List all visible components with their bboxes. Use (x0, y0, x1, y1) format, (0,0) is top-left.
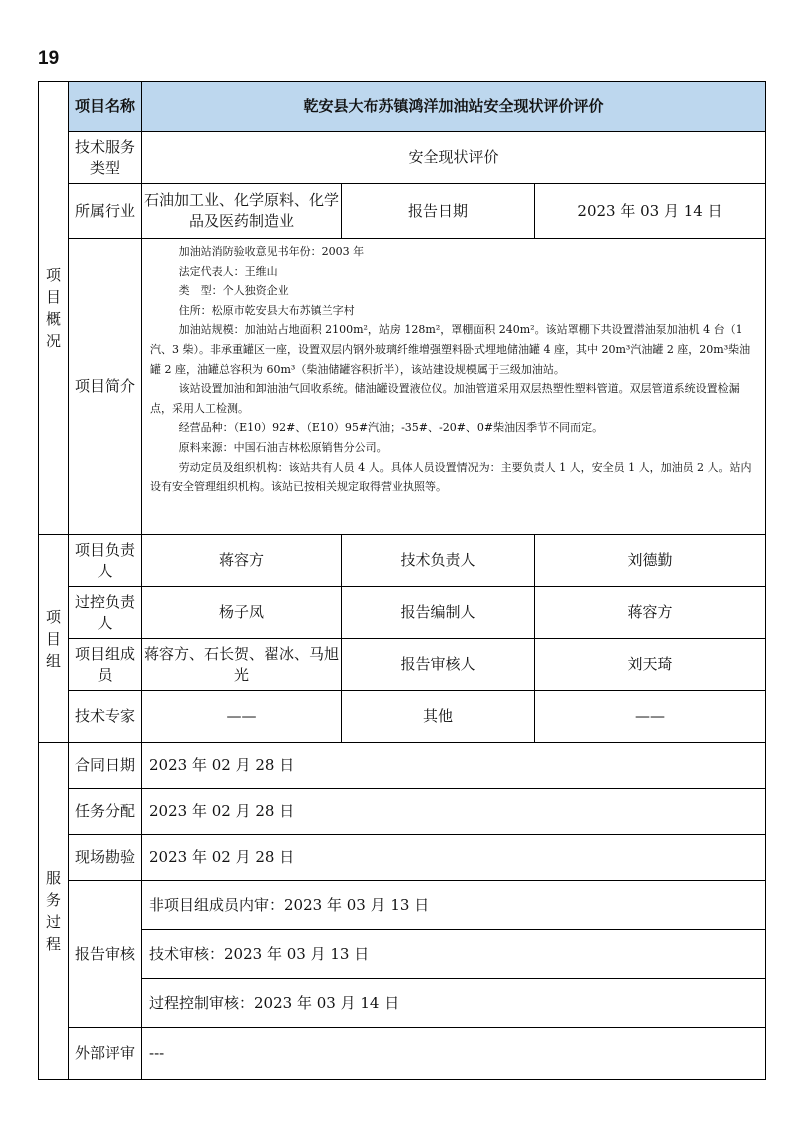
intro-paragraph: 加油站消防验收意见书年份：2003 年 (178, 245, 365, 258)
industry-label: 所属行业 (69, 184, 142, 239)
team-label: 项目负责人 (69, 535, 142, 587)
team-label2: 技术负责人 (342, 535, 535, 587)
intro-paragraph: 住所：松原市乾安县大布苏镇兰字村 (178, 303, 355, 317)
team-value: 蒋容方 (142, 535, 342, 587)
team-value2: 刘天琦 (535, 639, 766, 691)
team-value2: 刘德勤 (535, 535, 766, 587)
project-info-table (38, 81, 766, 1080)
intro-text (142, 239, 766, 535)
team-value: 杨子凤 (142, 587, 342, 639)
review-item: 非项目组成员内审：2023 年 03 月 13 日 (142, 881, 766, 930)
team-label: 项目组成员 (69, 639, 142, 691)
report-date-label: 报告日期 (342, 184, 535, 239)
team-value: 蒋容方、石长贺、翟冰、马旭光 (142, 639, 342, 691)
service-type-label: 技术服务类型 (69, 132, 142, 184)
contract-date-label: 合同日期 (69, 743, 142, 789)
review-item: 技术审核：2023 年 03 月 13 日 (142, 930, 766, 979)
site-survey-label: 现场勘验 (69, 835, 142, 881)
report-review-label: 报告审核 (69, 881, 142, 1028)
service-type-value: 安全现状评价 (142, 132, 766, 184)
report-date-value: 2023 年 03 月 14 日 (535, 184, 766, 239)
task-assign-label: 任务分配 (69, 789, 142, 835)
section-overview: 项 目 概 况 (39, 82, 69, 535)
team-value2: 蒋容方 (535, 587, 766, 639)
page-number: 19 (38, 48, 60, 69)
team-value: —— (142, 691, 342, 743)
project-name-label: 项目名称 (69, 82, 142, 132)
intro-paragraph: 原料来源：中国石油吉林松原销售分公司。 (178, 440, 388, 454)
external-review-value: --- (142, 1028, 766, 1080)
team-value2: —— (535, 691, 766, 743)
team-label2: 报告审核人 (342, 639, 535, 691)
industry-value: 石油加工业、化学原料、化学品及医药制造业 (142, 184, 342, 239)
intro-paragraph: 经营品种：（E10）92#、（E10）95#汽油；-35#、-20#、0#柴油因季节不同而定。 (178, 421, 604, 435)
intro-paragraph: 法定代表人：王维山 (178, 264, 278, 278)
intro-paragraph: 劳动定员及组织机构：该站共有人员 4 人。具体人员设置情况为：主要负责人 1 人，安全员 1 人，加油员 2 人。站内设有安全管理组织机构。该站已按相关规定取得营业执照等。 (150, 460, 752, 494)
site-survey-value: 2023 年 02 月 28 日 (142, 835, 766, 881)
intro-paragraph: 加油站规模：加油站占地面积 2100m²，站房 128m²，罩棚面积 240m²。该站罩棚下共设置潜油泵加油机 4 台（1汽、3 柴）。非承重罐区一座，设置双层内钢外玻璃纤维增强塑料卧式埋地储油罐 4 座，其中 20m³汽油罐 2 座，20m³柴油罐 2 座，油罐总容积为 60m³（柴油储罐容积折半），该站建设规模属于三级加油站。 (150, 323, 751, 376)
section-team: 项 目 组 (39, 535, 69, 743)
project-name-value: 乾安县大布苏镇鸿洋加油站安全现状评价评价 (142, 82, 766, 132)
team-label2: 其他 (342, 691, 535, 743)
task-assign-value: 2023 年 02 月 28 日 (142, 789, 766, 835)
review-item: 过程控制审核：2023 年 03 月 14 日 (142, 979, 766, 1028)
team-label2: 报告编制人 (342, 587, 535, 639)
contract-date-value: 2023 年 02 月 28 日 (142, 743, 766, 789)
team-label: 过控负责人 (69, 587, 142, 639)
intro-label: 项目简介 (69, 239, 142, 535)
intro-paragraph: 该站设置加油和卸油油气回收系统。储油罐设置液位仪。加油管道采用双层热塑性塑料管道。双层管道系统设置检漏点，采用人工检测。 (150, 382, 740, 415)
intro-paragraph: 类 型：个人独资企业 (178, 284, 289, 298)
external-review-label: 外部评审 (69, 1028, 142, 1080)
team-label: 技术专家 (69, 691, 142, 743)
section-process: 服 务 过 程 (39, 743, 69, 1080)
